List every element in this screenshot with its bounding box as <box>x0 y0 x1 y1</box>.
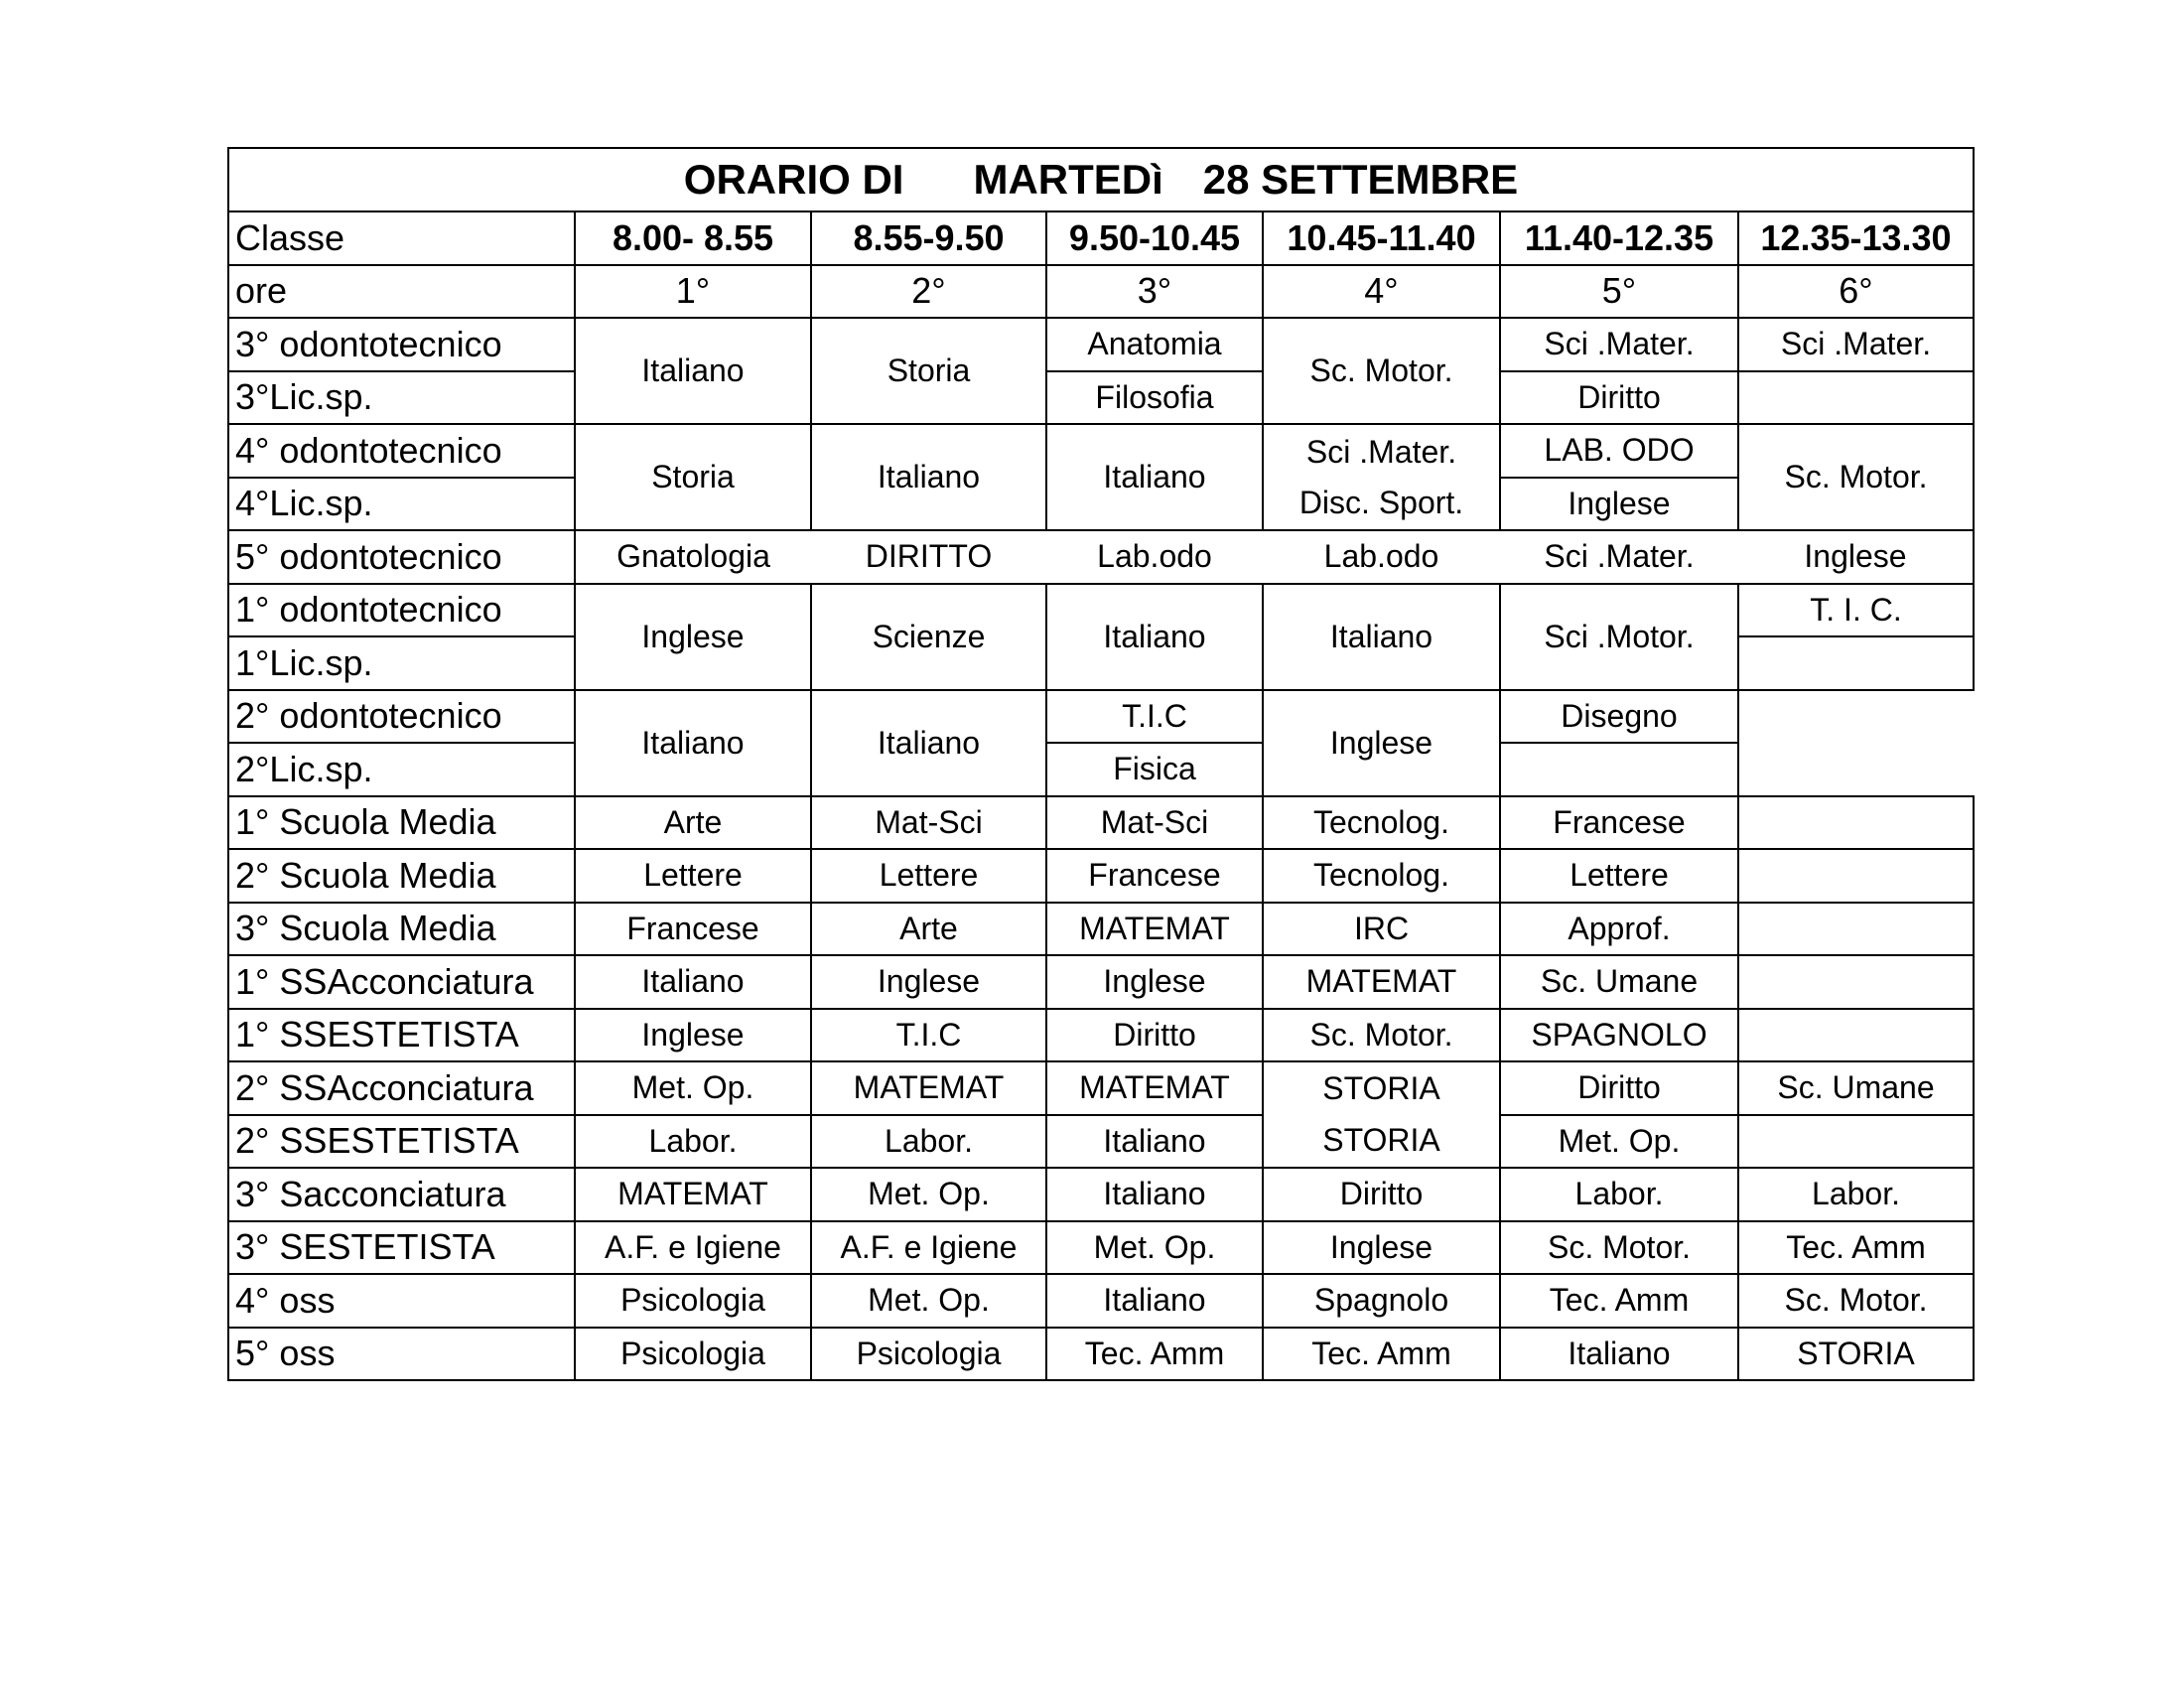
header-hour: 4° <box>1263 265 1500 319</box>
lesson-cell: Inglese <box>1263 1221 1500 1275</box>
table-row <box>228 318 1974 371</box>
lesson-cell: Italiano <box>811 690 1046 796</box>
table-row <box>228 903 1974 956</box>
lesson-cell: Sc. Motor. <box>1500 1221 1738 1275</box>
lesson-cell: Diritto <box>1500 1061 1738 1115</box>
class-name: 3° Scuola Media <box>228 903 575 956</box>
class-name: 3° odontotecnico <box>228 318 575 371</box>
lesson-cell: Inglese <box>575 1009 811 1062</box>
table-row <box>228 743 1974 796</box>
class-name: 4°Lic.sp. <box>228 478 575 531</box>
header-time: 10.45-11.40 <box>1263 211 1500 265</box>
table-row <box>228 849 1974 903</box>
lesson-cell: Sci .Motor. <box>1500 584 1738 690</box>
lesson-cell: Lettere <box>811 849 1046 903</box>
table-row <box>228 1061 1974 1115</box>
lesson-cell: Francese <box>575 903 811 956</box>
lesson-cell: Psicologia <box>811 1328 1046 1381</box>
lesson-cell-split <box>1263 424 1500 530</box>
table-row <box>228 690 1974 744</box>
lesson-cell: Fisica <box>1046 743 1263 796</box>
lesson-cell: Met. Op. <box>811 1274 1046 1328</box>
lesson-cell: Inglese <box>1263 690 1500 796</box>
table-row <box>228 1168 1974 1221</box>
lesson-cell: Tec. Amm <box>1046 1328 1263 1381</box>
lesson-cell: T.I.C <box>811 1009 1046 1062</box>
lesson-cell: Diritto <box>1046 1009 1263 1062</box>
lesson-cell: Psicologia <box>575 1328 811 1381</box>
lesson-cell: Disegno <box>1500 690 1738 744</box>
lesson-cell: Sc. Motor. <box>1738 1274 1974 1328</box>
header-ore: ore <box>228 265 575 319</box>
lesson-cell: Tec. Amm <box>1263 1328 1500 1381</box>
lesson-cell <box>1738 371 1974 425</box>
lesson-cell: Mat-Sci <box>1046 796 1263 850</box>
table-row <box>228 955 1974 1009</box>
lesson-cell: Gnatologia <box>575 530 811 584</box>
lesson-cell: IRC <box>1263 903 1500 956</box>
lesson-cell: Arte <box>811 903 1046 956</box>
lesson-cell: A.F. e Igiene <box>575 1221 811 1275</box>
lesson-cell: Met. Op. <box>575 1061 811 1115</box>
lesson-cell <box>1738 849 1974 903</box>
lesson-cell: Labor. <box>811 1115 1046 1169</box>
header-hour: 2° <box>811 265 1046 319</box>
lesson-cell: Inglese <box>1738 530 1974 584</box>
class-name: 1°Lic.sp. <box>228 636 575 690</box>
lesson-cell <box>1738 796 1974 850</box>
lesson-cell: STORIA <box>1738 1328 1974 1381</box>
lesson-cell: Sci .Mater. <box>1500 318 1738 371</box>
lesson-cell: Tec. Amm <box>1500 1274 1738 1328</box>
lesson-cell: Francese <box>1046 849 1263 903</box>
lesson-cell: Italiano <box>1046 424 1263 530</box>
lesson-cell: Italiano <box>575 690 811 796</box>
lesson-cell: Italiano <box>1263 584 1500 690</box>
lesson-cell: Anatomia <box>1046 318 1263 371</box>
header-hour: 5° <box>1500 265 1738 319</box>
title-row <box>228 148 1974 211</box>
header-time: 8.00- 8.55 <box>575 211 811 265</box>
lesson-cell: Inglese <box>811 955 1046 1009</box>
lesson-cell: Met. Op. <box>1046 1221 1263 1275</box>
lesson-cell: Lab.odo <box>1263 530 1500 584</box>
lesson-cell: Labor. <box>575 1115 811 1169</box>
table-row <box>228 1328 1974 1381</box>
lesson-cell: Italiano <box>811 424 1046 530</box>
lesson-text: Sci .Mater. <box>1305 433 1457 470</box>
class-name: 5° oss <box>228 1328 575 1381</box>
lesson-cell: Tecnolog. <box>1263 796 1500 850</box>
table-row <box>228 1009 1974 1062</box>
class-name: 3° Sacconciatura <box>228 1168 575 1221</box>
lesson-cell: Sc. Motor. <box>1263 318 1500 424</box>
table-row <box>228 1221 1974 1275</box>
lesson-cell <box>1738 1115 1974 1169</box>
lesson-cell: MATEMAT <box>1046 903 1263 956</box>
lesson-cell: Scienze <box>811 584 1046 690</box>
table-row <box>228 1274 1974 1328</box>
lesson-cell: Italiano <box>1046 1115 1263 1169</box>
header-hour: 3° <box>1046 265 1263 319</box>
lesson-cell: Diritto <box>1500 371 1738 425</box>
lesson-cell: Met. Op. <box>811 1168 1046 1221</box>
lesson-cell: Storia <box>575 424 811 530</box>
empty-cell <box>1738 690 1974 796</box>
class-name: 4° oss <box>228 1274 575 1328</box>
lesson-cell: Tec. Amm <box>1738 1221 1974 1275</box>
lesson-cell: Lettere <box>1500 849 1738 903</box>
lesson-cell: Lettere <box>575 849 811 903</box>
lesson-cell: T.I.C <box>1046 690 1263 744</box>
lesson-cell: Italiano <box>1046 1168 1263 1221</box>
lesson-cell: Francese <box>1500 796 1738 850</box>
lesson-cell: Tecnolog. <box>1263 849 1500 903</box>
lesson-cell: Italiano <box>575 318 811 424</box>
lesson-cell: Sc. Motor. <box>1263 1009 1500 1062</box>
lesson-cell <box>1500 743 1738 796</box>
class-name: 2° Scuola Media <box>228 849 575 903</box>
lesson-cell: Italiano <box>1046 584 1263 690</box>
lesson-cell: Italiano <box>575 955 811 1009</box>
header-times-row <box>228 211 1974 265</box>
lesson-cell: Arte <box>575 796 811 850</box>
lesson-cell: Mat-Sci <box>811 796 1046 850</box>
class-name: 2°Lic.sp. <box>228 743 575 796</box>
lesson-cell: STORIA <box>1263 1115 1500 1169</box>
lesson-cell: Italiano <box>1046 1274 1263 1328</box>
lesson-cell: Labor. <box>1500 1168 1738 1221</box>
lesson-cell: Italiano <box>1500 1328 1738 1381</box>
class-name: 3°Lic.sp. <box>228 371 575 425</box>
lesson-cell: Sc. Umane <box>1738 1061 1974 1115</box>
class-name: 2° SSESTETISTA <box>228 1115 575 1169</box>
lesson-cell: Inglese <box>1500 478 1738 531</box>
lesson-cell: MATEMAT <box>1263 955 1500 1009</box>
table-row <box>228 1115 1974 1169</box>
lesson-cell: DIRITTO <box>811 530 1046 584</box>
class-name: 2° odontotecnico <box>228 690 575 744</box>
class-name: 2° SSAcconciatura <box>228 1061 575 1115</box>
lesson-cell: Spagnolo <box>1263 1274 1500 1328</box>
lesson-cell: Sc. Motor. <box>1738 424 1974 530</box>
class-name: 5° odontotecnico <box>228 530 575 584</box>
lesson-cell: Met. Op. <box>1500 1115 1738 1169</box>
class-name: 1° SSAcconciatura <box>228 955 575 1009</box>
header-hour: 1° <box>575 265 811 319</box>
lesson-cell: MATEMAT <box>811 1061 1046 1115</box>
class-name: 1° SSESTETISTA <box>228 1009 575 1062</box>
lesson-cell: A.F. e Igiene <box>811 1221 1046 1275</box>
class-name: 4° odontotecnico <box>228 424 575 478</box>
header-hours-row <box>228 265 1974 319</box>
lesson-cell: Sci .Mater. <box>1500 530 1738 584</box>
class-name: 1° odontotecnico <box>228 584 575 637</box>
class-name: 1° Scuola Media <box>228 796 575 850</box>
lesson-cell: Lab.odo <box>1046 530 1263 584</box>
lesson-cell: MATEMAT <box>1046 1061 1263 1115</box>
lesson-cell: Filosofia <box>1046 371 1263 425</box>
lesson-cell: T. I. C. <box>1738 584 1974 637</box>
lesson-cell: MATEMAT <box>575 1168 811 1221</box>
lesson-cell: Labor. <box>1738 1168 1974 1221</box>
lesson-cell: SPAGNOLO <box>1500 1009 1738 1062</box>
lesson-cell: Sc. Umane <box>1500 955 1738 1009</box>
lesson-cell <box>1738 955 1974 1009</box>
lesson-cell <box>1738 636 1974 690</box>
table-row <box>228 584 1974 637</box>
lesson-cell: Psicologia <box>575 1274 811 1328</box>
header-time: 11.40-12.35 <box>1500 211 1738 265</box>
table-row <box>228 796 1974 850</box>
lesson-cell: STORIA <box>1263 1061 1500 1115</box>
lesson-cell: Sci .Mater. <box>1738 318 1974 371</box>
header-hour: 6° <box>1738 265 1974 319</box>
lesson-cell: Diritto <box>1263 1168 1500 1221</box>
table-row <box>228 424 1974 478</box>
timetable <box>227 147 1975 1381</box>
lesson-cell <box>1738 1009 1974 1062</box>
class-name: 3° SESTETISTA <box>228 1221 575 1275</box>
lesson-cell: Storia <box>811 318 1046 424</box>
header-time: 8.55-9.50 <box>811 211 1046 265</box>
timetable-title: ORARIO DI MARTEDì 28 SETTEMBRE <box>228 148 1974 211</box>
header-time: 9.50-10.45 <box>1046 211 1263 265</box>
lesson-text: Disc. Sport. <box>1298 484 1464 520</box>
lesson-cell: Inglese <box>575 584 811 690</box>
lesson-cell: Inglese <box>1046 955 1263 1009</box>
header-time: 12.35-13.30 <box>1738 211 1974 265</box>
header-classe: Classe <box>228 211 575 265</box>
lesson-cell: Approf. <box>1500 903 1738 956</box>
lesson-cell <box>1738 903 1974 956</box>
lesson-cell: LAB. ODO <box>1500 424 1738 478</box>
table-row <box>228 530 1974 584</box>
table-row <box>228 371 1974 425</box>
